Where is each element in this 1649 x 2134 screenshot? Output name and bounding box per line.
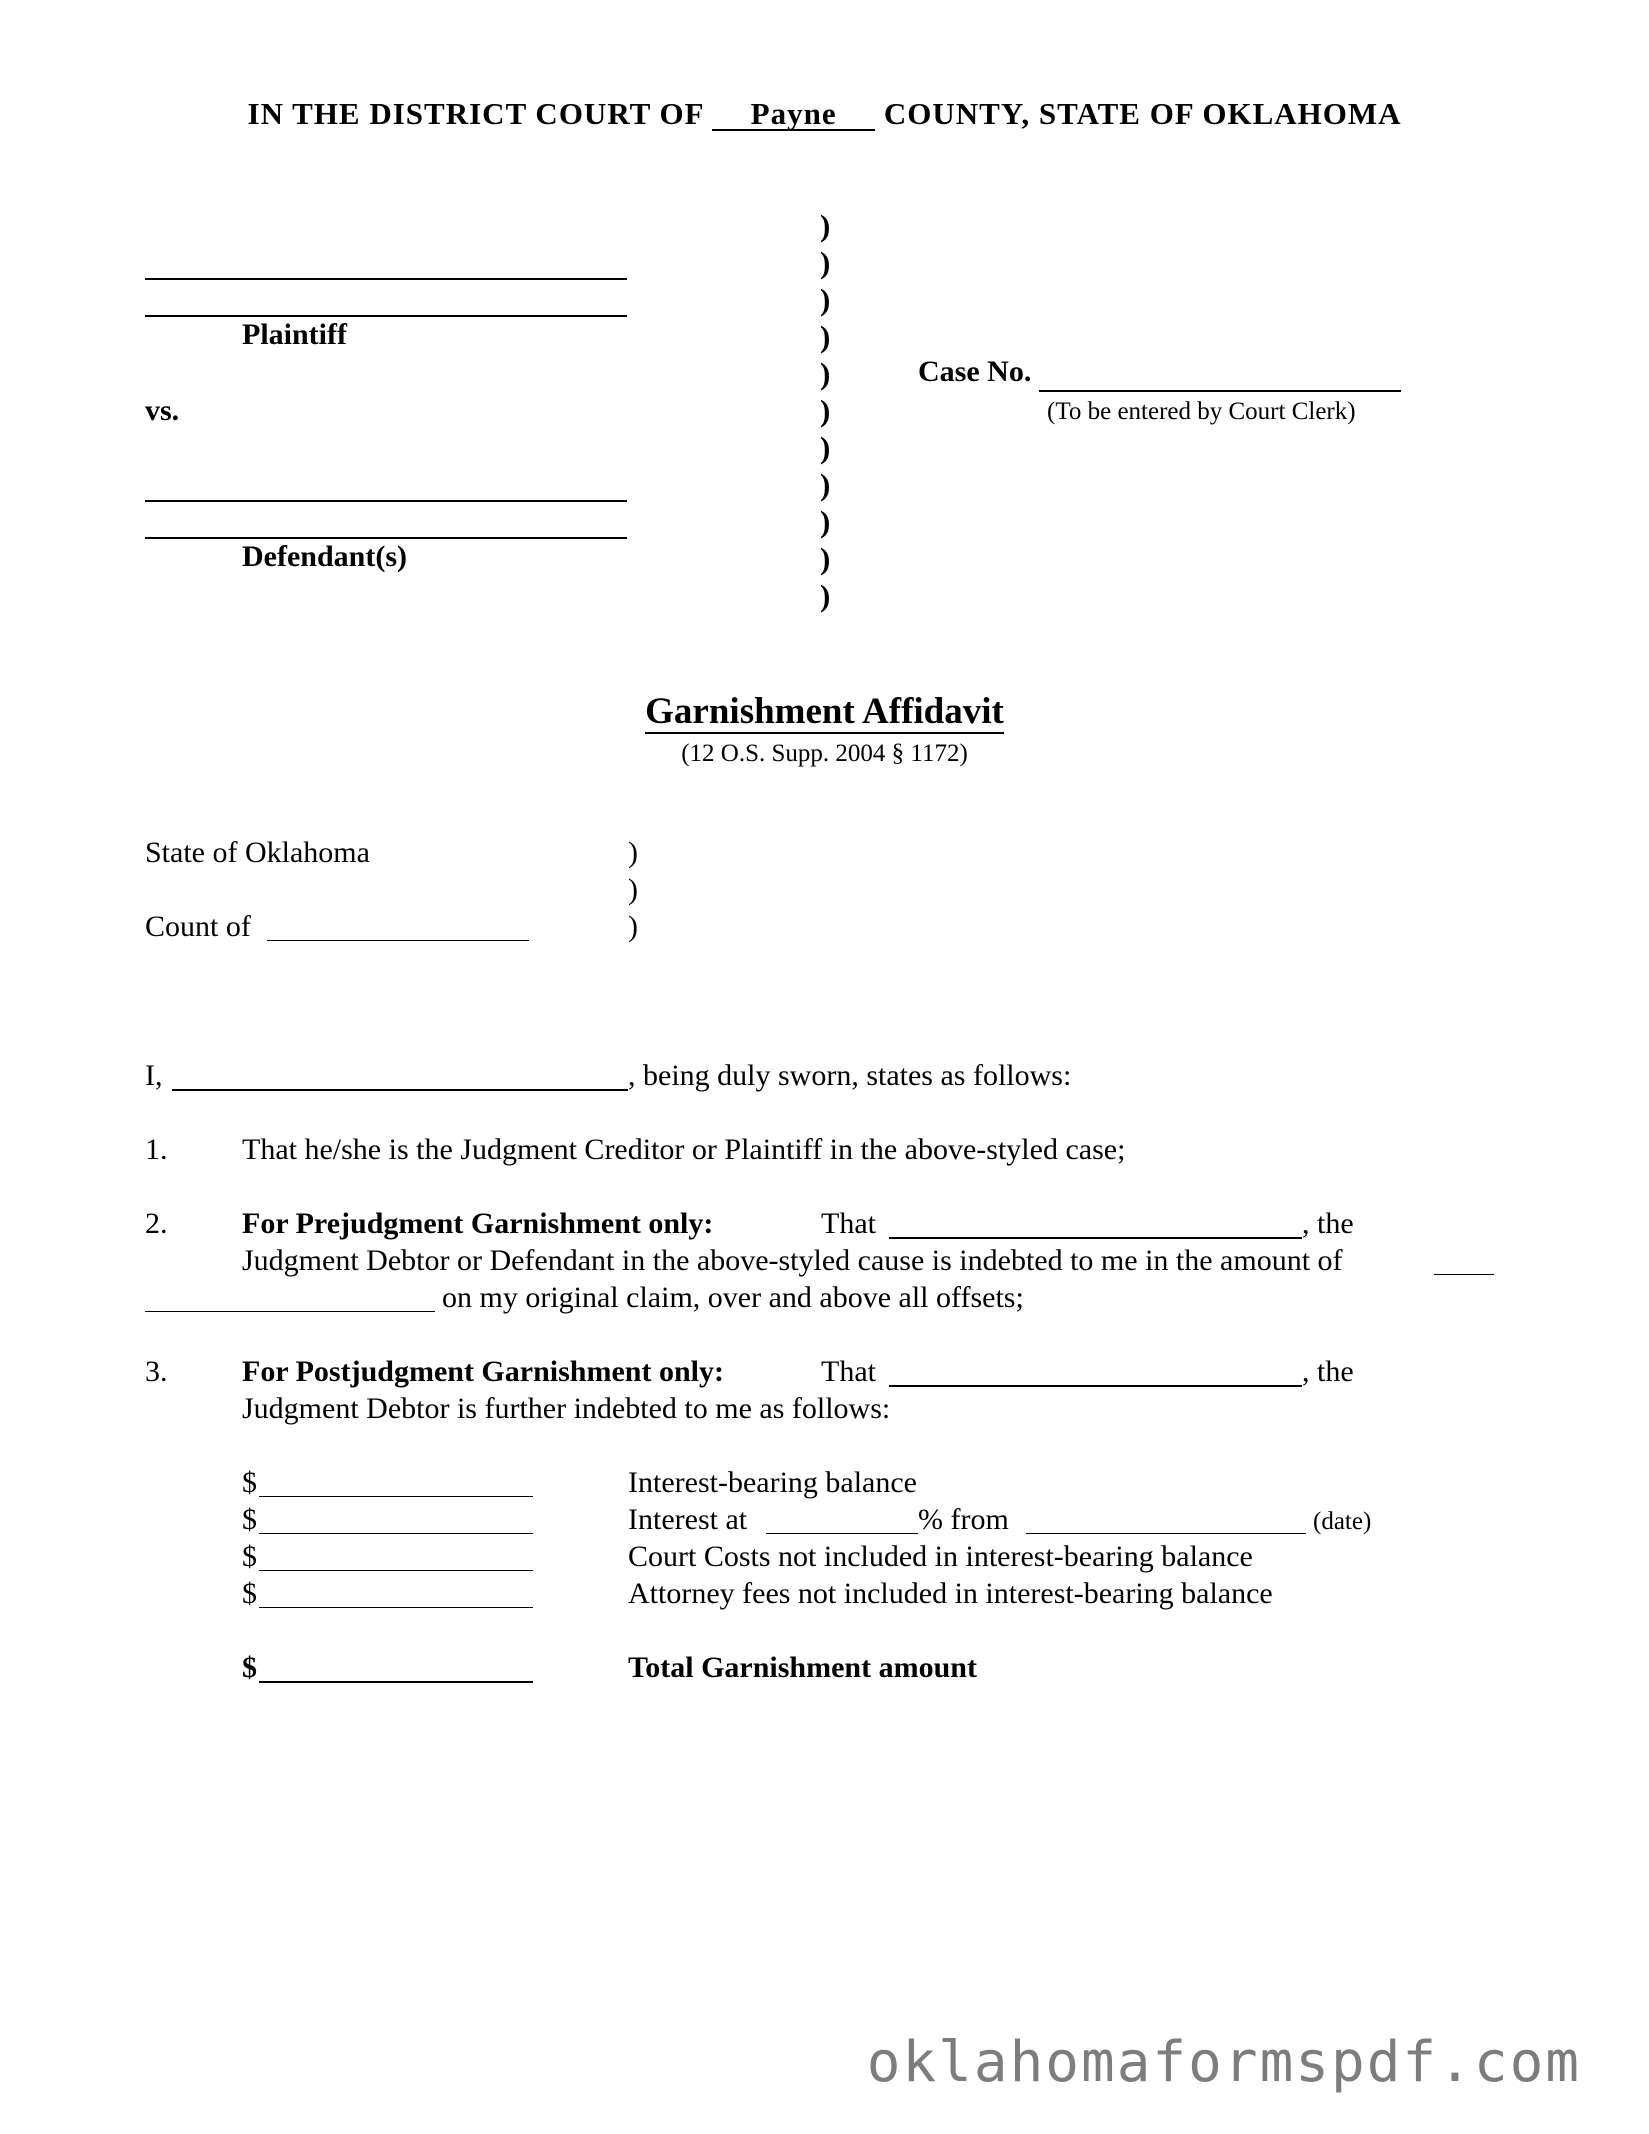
caption-paren: ) [820, 245, 831, 280]
site-watermark: oklahomaformspdf.com [866, 2030, 1581, 2095]
attorney-fees-label: Attorney fees not included in interest-bearing balance [628, 1577, 1273, 1610]
caption-paren: ) [820, 282, 831, 317]
attorney-fees-amount-field[interactable] [259, 1607, 533, 1608]
item-2-debtor-field[interactable] [889, 1237, 1302, 1239]
interest-bearing-label: Interest-bearing balance [628, 1466, 917, 1499]
item-2-line-3: on my original claim, over and above all offsets; [442, 1281, 1024, 1314]
caption-paren: ) [820, 430, 831, 465]
venue-state: State of Oklahoma [145, 836, 370, 869]
interest-amount-field[interactable] [259, 1533, 533, 1534]
item-2-the: , the [1302, 1207, 1354, 1240]
venue-paren: ) [628, 910, 638, 943]
item-2-that: That [821, 1207, 876, 1240]
currency-sign: $ [242, 1651, 257, 1684]
county-field[interactable]: Payne [712, 99, 875, 131]
caption-paren: ) [820, 319, 831, 354]
heading-suffix: COUNTY, STATE OF OKLAHOMA [883, 96, 1402, 131]
venue-paren: ) [628, 873, 638, 906]
currency-sign: $ [242, 1503, 257, 1536]
plaintiff-label: Plaintiff [242, 318, 347, 351]
venue-county-field[interactable] [267, 940, 529, 941]
caption-paren: ) [820, 504, 831, 539]
item-3-heading: For Postjudgment Garnishment only: [242, 1355, 724, 1388]
plaintiff-line-1[interactable] [145, 278, 627, 280]
percent-from-label: % from [918, 1503, 1009, 1536]
item-3-that: That [821, 1355, 876, 1388]
plaintiff-line-2[interactable] [145, 315, 627, 317]
interest-at-label: Interest at [628, 1503, 748, 1536]
caption-paren: ) [820, 393, 831, 428]
item-1-number: 1. [145, 1133, 168, 1166]
date-note: (date) [1313, 1508, 1372, 1535]
total-amount-field[interactable] [259, 1681, 533, 1683]
caption-paren: ) [820, 541, 831, 576]
vs-label: vs. [145, 394, 180, 427]
statute-citation: (12 O.S. Supp. 2004 § 1172) [681, 740, 968, 767]
case-no-label: Case No. [918, 355, 1032, 388]
heading-prefix: IN THE DISTRICT COURT OF [247, 96, 704, 131]
currency-sign: $ [242, 1466, 257, 1499]
defendant-label: Defendant(s) [242, 540, 407, 573]
item-2-amount-field-b[interactable] [145, 1311, 435, 1312]
document-title [0, 690, 1649, 733]
caption-paren: ) [820, 356, 831, 391]
item-3-the: , the [1302, 1355, 1354, 1388]
intro-prefix: I, [145, 1059, 163, 1092]
case-no-note: (To be entered by Court Clerk) [1047, 398, 1356, 425]
venue-county: Count of [145, 910, 251, 943]
court-costs-label: Court Costs not included in interest-bearing balance [628, 1540, 1253, 1573]
caption-paren: ) [820, 467, 831, 502]
document-title-text: Garnishment Affidavit [645, 691, 1004, 732]
caption-paren: ) [820, 208, 831, 243]
affiant-name-field[interactable] [172, 1089, 628, 1091]
defendant-line-2[interactable] [145, 537, 627, 539]
interest-rate-field[interactable] [766, 1533, 918, 1534]
item-2-line-2: Judgment Debtor or Defendant in the above-styled cause is indebted to me in the amount of [242, 1244, 1343, 1277]
item-3-debtor-field[interactable] [889, 1385, 1302, 1387]
defendant-line-1[interactable] [145, 500, 627, 502]
item-3-number: 3. [145, 1355, 168, 1388]
venue-paren: ) [628, 836, 638, 869]
item-1-text: That he/she is the Judgment Creditor or Plaintiff in the above-styled case; [242, 1133, 1126, 1166]
case-no-field[interactable] [1039, 390, 1401, 392]
interest-date-field[interactable] [1026, 1533, 1306, 1534]
court-costs-amount-field[interactable] [259, 1570, 533, 1571]
item-3-line-2: Judgment Debtor is further indebted to me as follows: [242, 1392, 891, 1425]
caption-paren: ) [820, 578, 831, 613]
intro-suffix: , being duly sworn, states as follows: [628, 1059, 1072, 1092]
court-heading [0, 96, 1649, 132]
total-label: Total Garnishment amount [628, 1651, 977, 1684]
item-2-amount-field-a[interactable] [1434, 1274, 1494, 1275]
item-2-heading: For Prejudgment Garnishment only: [242, 1207, 714, 1240]
currency-sign: $ [242, 1540, 257, 1573]
currency-sign: $ [242, 1577, 257, 1610]
item-2-number: 2. [145, 1207, 168, 1240]
interest-bearing-amount-field[interactable] [259, 1496, 533, 1497]
